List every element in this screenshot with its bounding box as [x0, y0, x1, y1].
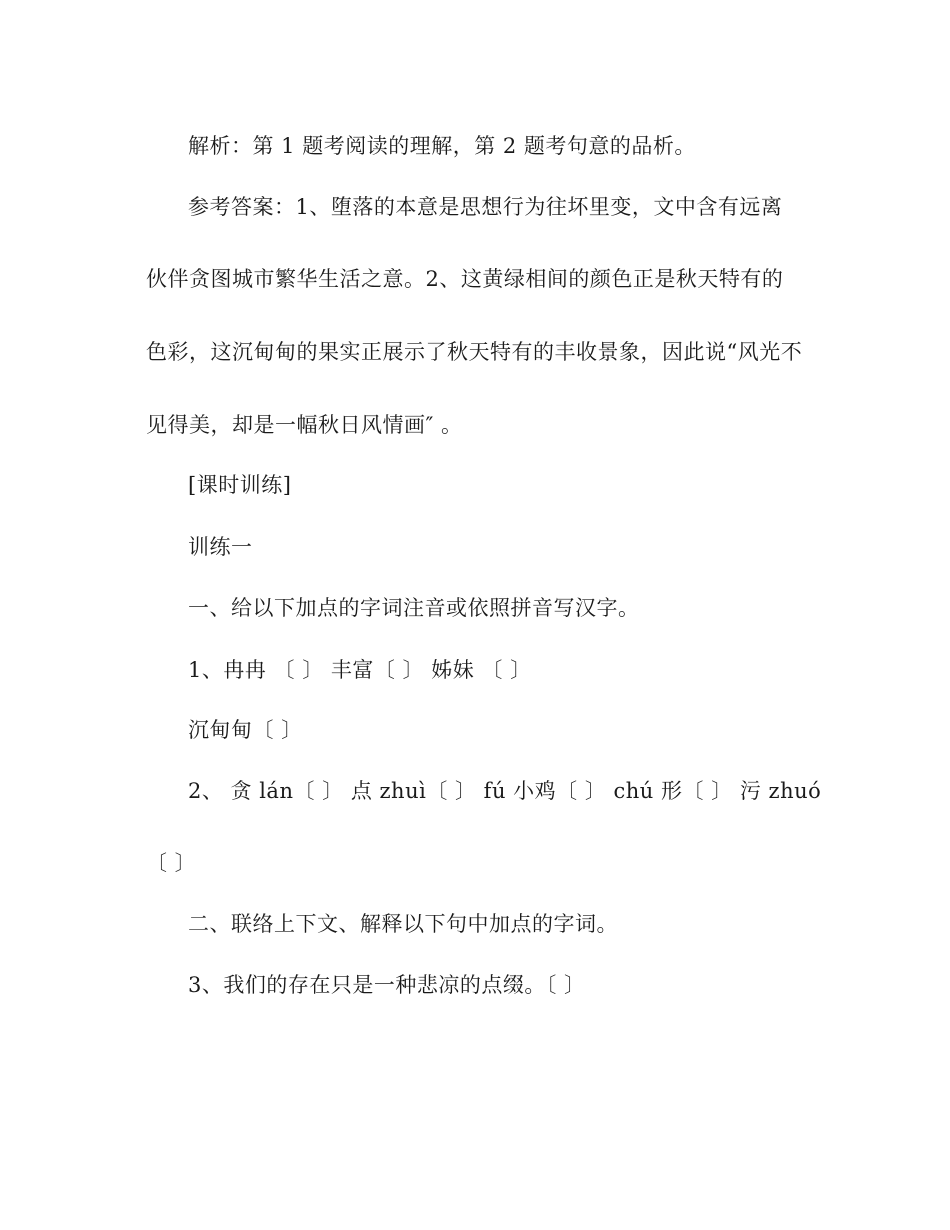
section-heading: [课时训练] — [188, 473, 292, 497]
answer-line-4: 见得美，却是一幅秋日风情画″ 。 — [146, 413, 463, 437]
answer-line-3: 色彩，这沉甸甸的果实正展示了秋天特有的丰收景象，因此说“风光不 — [146, 340, 803, 364]
question-1-item-2-continued: 〔 〕 — [146, 851, 197, 875]
answer-line-1: 参考答案：1、堕落的本意是思想行为往坏里变，文中含有远离 — [188, 195, 783, 219]
training-title: 训练一 — [188, 535, 253, 559]
question-1-item-1-continued: 沉甸甸〔 〕 — [188, 718, 303, 742]
question-2-heading: 二、联络上下文、解释以下句中加点的字词。 — [188, 912, 618, 936]
analysis-line: 解析：第 1 题考阅读的理解，第 2 题考句意的品析。 — [188, 134, 696, 158]
question-2-item-3: 3、我们的存在只是一种悲凉的点缀。〔 〕 — [188, 973, 586, 997]
question-1-item-2: 2、 贪 lán〔 〕 点 zhuì〔 〕 fú 小鸡〔 〕 chú 形〔 〕 污 zhuó — [188, 779, 822, 803]
answer-line-2: 伙伴贪图城市繁华生活之意。2、这黄绿相间的颜色正是秋天特有的 — [146, 267, 784, 291]
question-1-item-1: 1、冉冉 〔 〕 丰富〔 〕 姊妹 〔 〕 — [188, 658, 532, 682]
question-1-heading: 一、给以下加点的字词注音或依照拼音写汉字。 — [188, 596, 640, 620]
